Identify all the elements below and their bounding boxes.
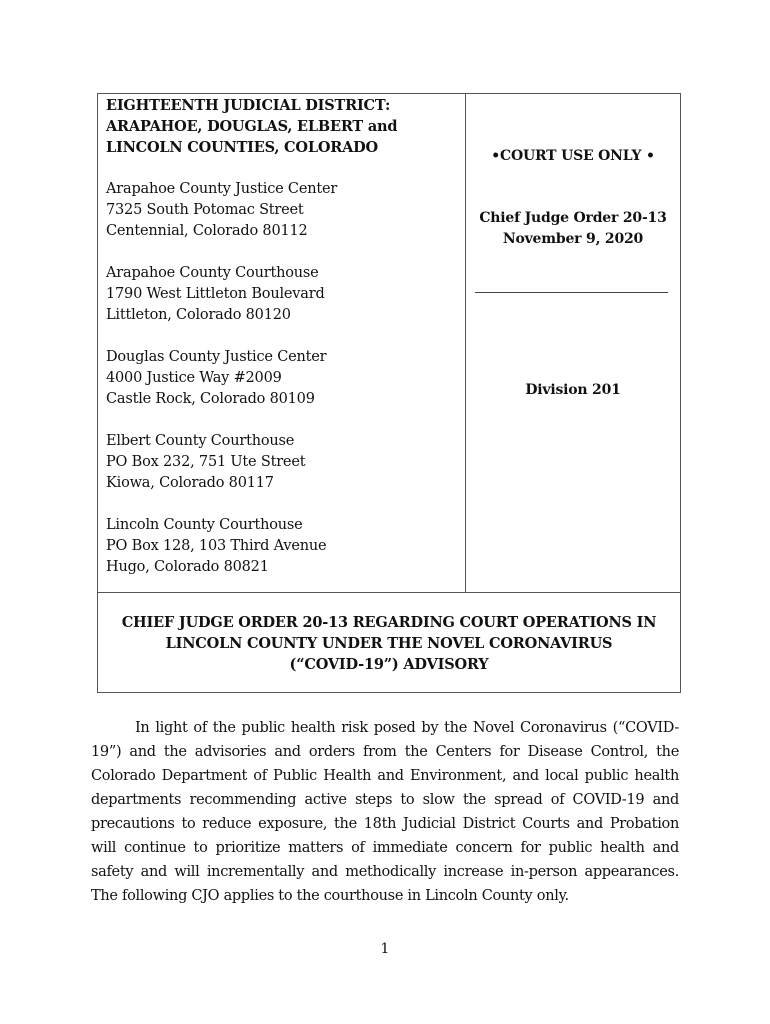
order-number: Chief Judge Order 20-13	[479, 210, 667, 226]
district-heading	[106, 95, 465, 158]
address-line: Arapahoe County Courthouse	[106, 265, 319, 281]
court-use-only-label: •COURT USE ONLY •	[491, 148, 655, 164]
address-line: Kiowa, Colorado 80117	[106, 475, 274, 491]
address-line: 4000 Justice Way #2009	[106, 370, 282, 386]
court-use-column	[466, 94, 680, 592]
case-caption-box	[97, 93, 681, 693]
signature-rule	[475, 292, 668, 293]
address-line: Elbert County Courthouse	[106, 433, 295, 449]
address-line: Centennial, Colorado 80112	[106, 223, 308, 239]
address-line: Douglas County Justice Center	[106, 349, 327, 365]
court-info-column	[98, 94, 466, 592]
address-line: Arapahoe County Justice Center	[106, 181, 338, 197]
order-date: November 9, 2020	[502, 231, 644, 247]
address-block-arapahoe-courthouse	[106, 263, 465, 326]
order-title	[98, 612, 680, 675]
address-line: Hugo, Colorado 80821	[106, 559, 269, 575]
address-line: Castle Rock, Colorado 80109	[106, 391, 315, 407]
address-line: PO Box 232, 751 Ute Street	[106, 454, 306, 470]
address-block-elbert-courthouse	[106, 431, 465, 494]
address-line: 1790 West Littleton Boulevard	[106, 286, 325, 302]
district-line: EIGHTEENTH JUDICIAL DISTRICT:	[106, 97, 391, 114]
body-paragraph: In light of the public health risk posed by the Novel Coronavirus (“COVID-19”) and the advisories and orders from the Centers for Disease Control, the Colorado Department of Public Health and Environment, and local public health departments recommending active steps to slow the spread of COVID-19 and precautions to reduce exposure, the 18th Judicial District Courts and Probation will continue to prioritize matters of immediate concern for public health and safety and will incrementally and methodically increase in-person appearances. The following CJO applies to the courthouse in Lincoln County only.	[91, 720, 679, 904]
address-block-arapahoe-justice-center	[106, 179, 465, 242]
title-line: (“COVID-19”) ADVISORY	[289, 656, 489, 673]
address-block-douglas-justice-center	[106, 347, 465, 410]
address-line: PO Box 128, 103 Third Avenue	[106, 538, 327, 554]
order-reference	[466, 208, 680, 250]
district-line: ARAPAHOE, DOUGLAS, ELBERT and	[106, 118, 398, 135]
page-number: 1	[380, 941, 390, 957]
address-block-lincoln-courthouse	[106, 515, 465, 578]
division-label: Division 201	[525, 382, 621, 398]
title-line: LINCOLN COUNTY UNDER THE NOVEL CORONAVIRUS	[165, 635, 613, 652]
address-line: Lincoln County Courthouse	[106, 517, 303, 533]
title-line: CHIEF JUDGE ORDER 20-13 REGARDING COURT OPERATIONS IN	[121, 614, 657, 631]
address-line: 7325 South Potomac Street	[106, 202, 304, 218]
address-line: Littleton, Colorado 80120	[106, 307, 291, 323]
caption-divider	[98, 592, 680, 593]
district-line: LINCOLN COUNTIES, COLORADO	[106, 139, 378, 156]
